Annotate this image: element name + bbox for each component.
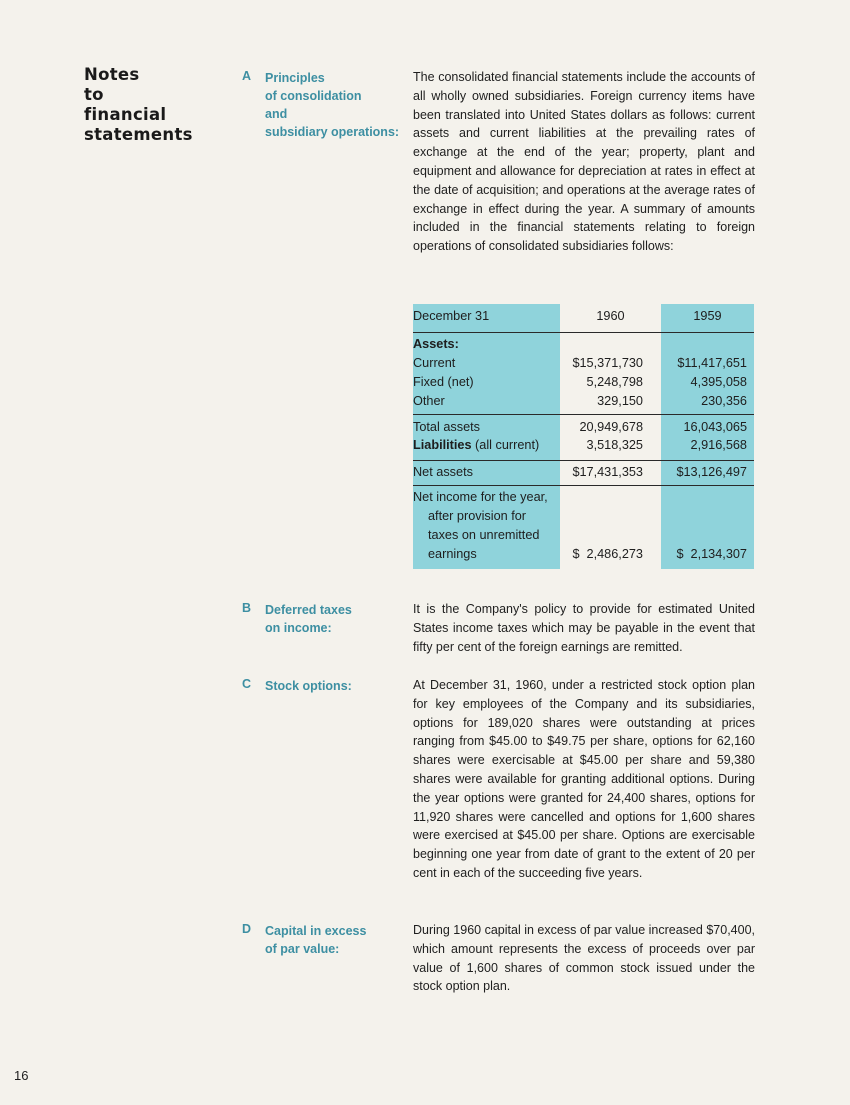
table-row-net-income-1960: $ 2,486,273 [572, 547, 643, 561]
table-1959-column-shade [661, 304, 754, 569]
note-c-heading-line-1: Stock options: [265, 679, 352, 693]
note-c-letter: C [242, 677, 252, 691]
note-b-heading-line-2: on income: [265, 621, 332, 635]
page-title-line-1: Notes [84, 65, 140, 84]
table-row-net-assets-label: Net assets [413, 465, 473, 479]
table-row-fixed-label: Fixed (net) [413, 375, 474, 389]
table-row-fixed-1960: 5,248,798 [586, 375, 643, 389]
note-c-heading [265, 677, 410, 695]
table-row-net-income-1959: $ 2,134,307 [676, 547, 747, 561]
table-divider [413, 332, 754, 333]
table-row-fixed-1959: 4,395,058 [690, 375, 747, 389]
table-row-current-label: Current [413, 356, 456, 370]
table-row-total-assets-1960: 20,949,678 [579, 420, 643, 434]
table-divider [413, 485, 754, 486]
table-row-other-label: Other [413, 394, 445, 408]
note-a-heading-line-2: of consolidation [265, 89, 362, 103]
table-row-net-income-label-line-4: earnings [428, 547, 477, 561]
note-d-body: During 1960 capital in excess of par value increased $70,400, which amount represents the excess of proceeds over par value of 1,600 shares of common stock issued under the stock option plan. [413, 923, 755, 994]
table-assets-heading: Assets: [413, 337, 459, 351]
note-a-heading-line-3: and [265, 107, 288, 121]
table-divider [413, 460, 754, 461]
page-number: 16 [14, 1068, 29, 1083]
note-a-letter: A [242, 69, 252, 83]
note-b-heading [265, 601, 410, 637]
note-d-heading-line-1: Capital in excess [265, 924, 367, 938]
note-a-heading [265, 69, 410, 141]
table-header-label: December 31 [413, 309, 490, 323]
table-row-other-1960: 329,150 [597, 394, 643, 408]
table-row-liabilities-label-rest: (all current) [471, 438, 540, 452]
table-divider [413, 414, 754, 415]
table-row-other-1959: 230,356 [701, 394, 747, 408]
note-b-heading-line-1: Deferred taxes [265, 603, 352, 617]
note-d-letter: D [242, 922, 252, 936]
note-b-letter: B [242, 601, 252, 615]
table-row-liabilities-label [413, 438, 539, 452]
note-d-heading-line-2: of par value: [265, 942, 340, 956]
table-row-net-income-label-line-3: taxes on unremitted [428, 528, 540, 542]
table-row-net-assets-1960: $17,431,353 [572, 465, 643, 479]
table-row-liabilities-1959: 2,916,568 [690, 438, 747, 452]
note-b-body: It is the Company's policy to provide for estimated United States income taxes which may be payable in the event that fifty per cent of the foreign earnings are remitted. [413, 602, 755, 654]
note-a-heading-line-4: subsidiary operations: [265, 125, 400, 139]
note-a-body: The consolidated financial statements include the accounts of all wholly owned subsidiaries. Foreign currency items have been translated into United States dollars as follows: current assets and current liabilities at the prevailing rates of exchange at the end of the year; property, plant and equipment and allowance for depreciation at rates in effect at the date of acquisition; and operations at the average rates of exchange in effect during the year. A summary of amounts included in the financial statements relating to foreign operations of consolidated subsidiaries follows: [413, 70, 755, 254]
table-row-current-1960: $15,371,730 [572, 356, 643, 370]
table-row-net-assets-1959: $13,126,497 [676, 465, 747, 479]
table-row-net-income-label-line-1: Net income for the year, [413, 490, 548, 504]
table-row-net-income-label-line-2: after provision for [428, 509, 527, 523]
foreign-operations-table [413, 304, 754, 569]
table-header-1960: 1960 [596, 309, 625, 323]
note-c-body: At December 31, 1960, under a restricted stock option plan for key employees of the Company and its subsidiaries, options for 189,020 shares were outstanding at prices ranging from $45.00 to $49.75 per share, options for 62,160 shares were exercisable at $45.00 per share and 59,380 shares were available for granting additional options. During the year options were granted for 24,400 shares, options for 11,920 shares were cancelled and options for 1,600 shares were exercised at $45.00 per share. Options are exercisable beginning one year from date of grant to the extent of 20 per cent in each of the succeeding five years. [413, 678, 755, 880]
note-a-heading-line-1: Principles [265, 71, 325, 85]
page-title [84, 65, 224, 145]
table-row-liabilities-1960: 3,518,325 [586, 438, 643, 452]
table-header-1959: 1959 [693, 309, 722, 323]
page-title-line-3: financial [84, 105, 167, 124]
note-d-heading [265, 922, 410, 958]
table-row-liabilities-label-bold: Liabilities [413, 438, 472, 452]
table-row-total-assets-1959: 16,043,065 [683, 420, 747, 434]
table-row-total-assets-label: Total assets [413, 420, 480, 434]
page-title-line-4: statements [84, 125, 193, 144]
page-title-line-2: to [84, 85, 104, 104]
table-row-current-1959: $11,417,651 [677, 356, 747, 370]
